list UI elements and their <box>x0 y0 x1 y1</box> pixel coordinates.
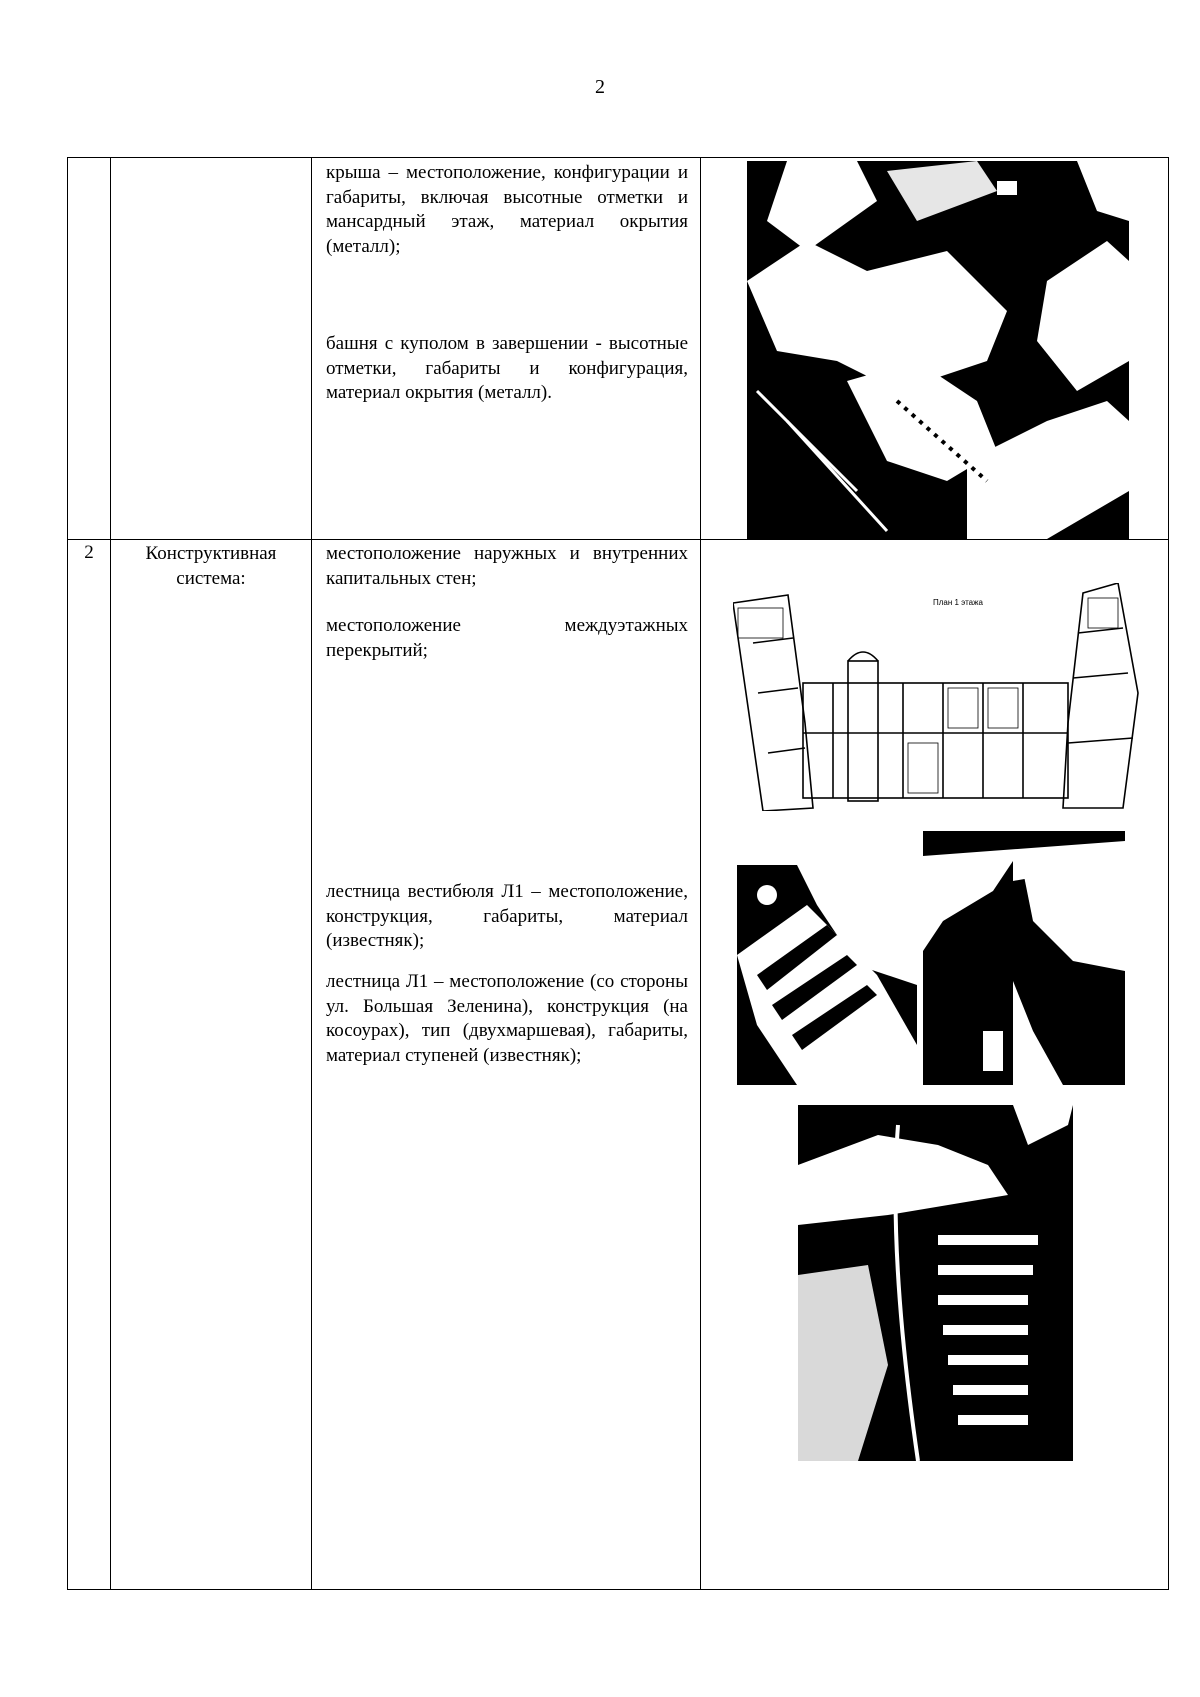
row2-item-walls: местоположение наружных и внутренних капитальных стен; <box>326 543 688 589</box>
plan-label: План 1 этажа <box>933 598 983 607</box>
document-table <box>67 157 1169 1590</box>
row2-item-stair-l1: лестница Л1 – местоположение (со стороны ул. Большая Зеленина), конструкция (на косоурах), тип (двухмаршевая), габариты, материал ступеней (известняк); <box>326 971 688 1066</box>
row2-item-floors: местоположение междуэтажных перекрытий; <box>326 615 688 661</box>
row2-item-vestibule-stair: лестница вестибюля Л1 – местоположение, конструкция, габариты, материал (известняк); <box>326 881 688 951</box>
page-number: 2 <box>595 76 605 98</box>
stair-l1-photo-bottom <box>798 1105 1073 1461</box>
floor-plan-drawing <box>733 583 1141 811</box>
vestibule-stair-photo <box>737 865 917 1085</box>
row2-name: Конструктивная система: <box>145 543 277 589</box>
col-divider <box>311 158 312 1589</box>
aerial-roof-photo <box>747 161 1129 539</box>
col-divider <box>700 158 701 1589</box>
row-divider <box>68 539 1168 540</box>
stair-l1-photo-top <box>923 831 1125 1085</box>
row1-item-tower: башня с куполом в завершении - высотные отметки, габариты и конфигурация, материал окрытия (металл). <box>326 333 688 403</box>
row1-description <box>326 161 688 406</box>
row1-item-roof: крыша – местоположение, конфигурации и габариты, включая высотные отметки и мансардный этаж, материал окрытия (металл); <box>326 162 688 257</box>
col-divider <box>110 158 111 1589</box>
row2-number: 2 <box>84 542 94 563</box>
